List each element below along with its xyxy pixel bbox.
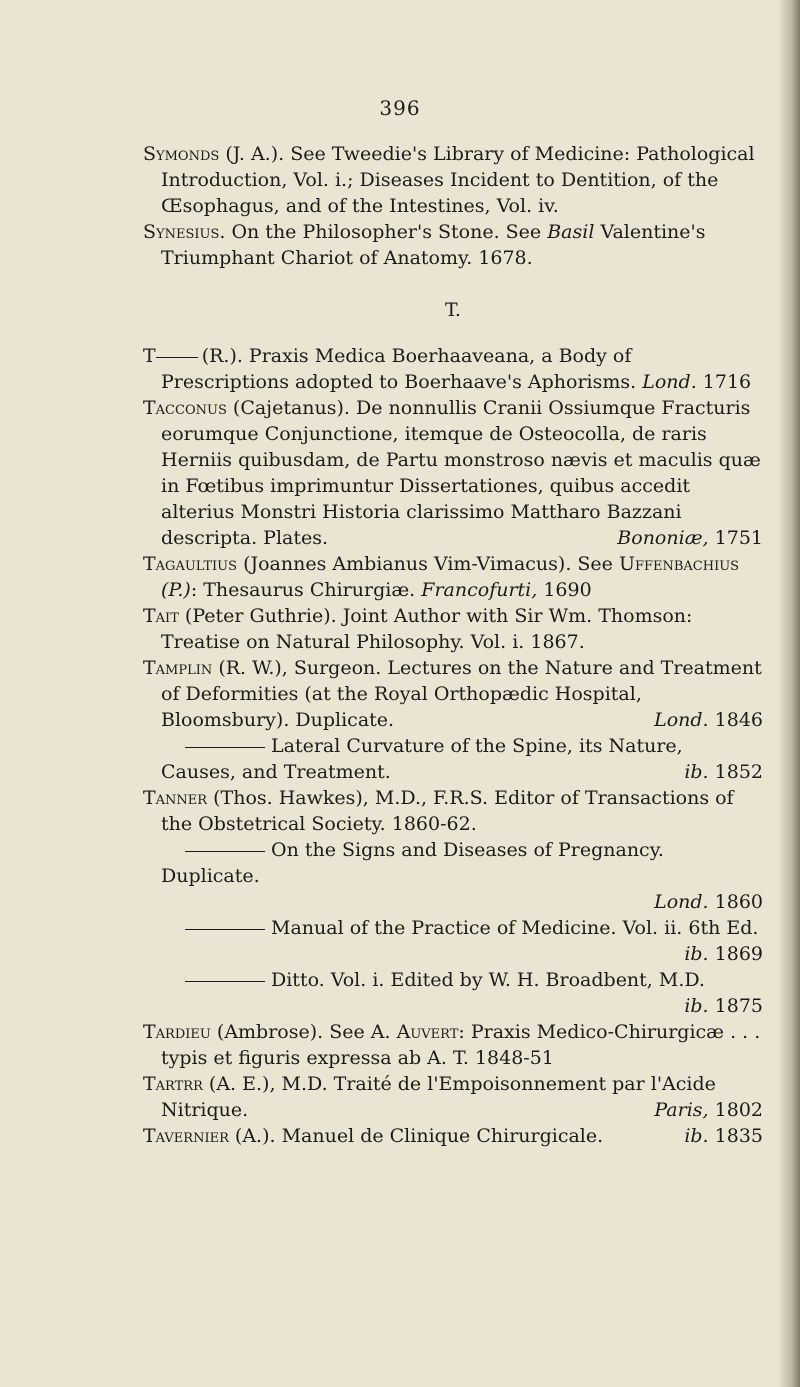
entry-tacconus	[143, 395, 763, 551]
entry-tanner	[143, 785, 763, 837]
entry-author: Tagaultius	[143, 553, 238, 575]
entry-text: Manual of the Practice of Medicine. Vol. ii. 6th Ed.	[271, 917, 759, 939]
entry-tanner-sub	[143, 915, 763, 967]
entry-ref-text: : Thesaurus Chirurgiæ.	[190, 579, 416, 601]
entry-year: 1846	[714, 709, 763, 731]
section-letter: T.	[445, 299, 461, 321]
author-dash	[185, 981, 265, 982]
entry-place: Lond.	[654, 709, 709, 731]
entry-text: (Joannes Ambianus Vim-Vimacus). See	[243, 553, 613, 575]
entry-tait	[143, 603, 763, 655]
entry-text: (A. E.), M.D. Traité de l'Empoisonnement par l'Acide Nitrique.	[161, 1073, 716, 1121]
entry-italic: Basil	[547, 221, 595, 243]
entry-year: 1716	[702, 371, 752, 393]
entry-place: ib.	[684, 1125, 709, 1147]
entry-text: (Ambrose). See A.	[216, 1021, 391, 1043]
entry-author: Tacconus	[143, 397, 227, 419]
entry-tagaultius	[143, 551, 763, 603]
entry-text: (J. A.). See Tweedie's Library of Medicine: Pathological Introduction, Vol. i.; Diseases Incident to Dentition, of the Œsophagus, and of the Intestines, Vol. iv.	[161, 143, 755, 217]
entry-text: (Thos. Hawkes), M.D., F.R.S. Editor of Transactions of the Obstetrical Society. 1860-62.	[161, 787, 734, 835]
entry-year: 1802	[714, 1099, 763, 1121]
entry-year: 1852	[714, 761, 763, 783]
page-edge-shadow	[778, 0, 800, 1387]
entry-ref-text: Praxis Medico-Chirurgicæ . . . typis et figuris expressa ab A. T. 1848-51	[161, 1021, 761, 1069]
entry-place: Lond.	[654, 891, 709, 913]
author-dash	[185, 929, 265, 930]
entry-year: 1875	[714, 995, 763, 1017]
entry-tartrr	[143, 1071, 763, 1123]
entry-symonds	[143, 141, 763, 219]
entry-author: Tartrr	[143, 1073, 203, 1095]
author-dash	[185, 851, 265, 852]
entry-place: Bononiæ,	[617, 527, 709, 549]
entry-text: On the Signs and Diseases of Pregnancy. Duplicate.	[161, 839, 664, 887]
entry-place: Francofurti,	[421, 579, 538, 601]
page-number: 396	[379, 96, 421, 120]
entry-tanner-sub	[143, 837, 763, 915]
entry-author: Tait	[143, 605, 179, 627]
entry-text: Ditto. Vol. i. Edited by W. H. Broadbent, M.D.	[271, 969, 705, 991]
entry-text: Lateral Curvature of the Spine, its Nature, Causes, and Treatment.	[161, 735, 683, 783]
entry-tamplin	[143, 655, 763, 733]
entry-place: ib.	[684, 761, 709, 783]
entry-place: Lond.	[642, 371, 697, 393]
entry-tanner-sub	[143, 967, 763, 1019]
bibliography-entries	[143, 141, 763, 1149]
entry-year: 1751	[714, 527, 763, 549]
entry-year: 1690	[543, 579, 592, 601]
entry-t-r	[143, 343, 763, 395]
entry-text: Valentine's Triumphant Chariot of Anatomy. 1678.	[161, 221, 706, 269]
entry-text: (A.). Manuel de Clinique Chirurgicale.	[234, 1125, 604, 1147]
entry-text: (Cajetanus). De nonnullis Cranii Ossiumque Fracturis eorumque Conjunctione, itemque de Osteocolla, de raris Herniis quibusdam, de Partu monstroso nævis et maculis quæ in Fœtibus imprimuntur Dissertationes, quibus accedit alterius Monstri Historia clarissimo Mattharo Bazzani descripta. Plates.	[161, 397, 761, 549]
entry-text: (R.). Praxis Medica Boerhaaveana, a Body of Prescriptions adopted to Boerhaave's Aphorisms.	[161, 345, 637, 393]
entry-author: Tamplin	[143, 657, 213, 679]
entry-tamplin-sub	[143, 733, 763, 785]
entry-place: ib.	[684, 943, 709, 965]
entry-tavernier	[143, 1123, 763, 1149]
entry-synesius	[143, 219, 763, 271]
entry-place: ib.	[684, 995, 709, 1017]
entry-year: 1835	[714, 1125, 763, 1147]
entry-author: Tanner	[143, 787, 208, 809]
entry-place: Paris,	[654, 1099, 709, 1121]
entry-author: Symonds	[143, 143, 220, 165]
author-dash	[156, 357, 198, 358]
entry-author: Tavernier	[143, 1125, 229, 1147]
entry-tardieu	[143, 1019, 763, 1071]
entry-author: Synesius.	[143, 221, 226, 243]
entry-ref-initial: (P.)	[161, 579, 191, 601]
entry-year: 1869	[714, 943, 763, 965]
entry-year: 1860	[714, 891, 763, 913]
entry-text: On the Philosopher's Stone. See	[231, 221, 542, 243]
entry-text: (R. W.), Surgeon. Lectures on the Nature and Treatment of Deformities (at the Royal Orthopædic Hospital, Bloomsbury). Duplicate.	[161, 657, 762, 731]
entry-text: (Peter Guthrie). Joint Author with Sir Wm. Thomson: Treatise on Natural Philosophy. Vol. i. 1867.	[161, 605, 693, 653]
entry-ref-author: Uffenbachius	[618, 553, 740, 575]
entry-author: Tardieu	[143, 1021, 211, 1043]
entry-author: T	[143, 345, 156, 367]
entry-ref-author: Auvert:	[396, 1021, 465, 1043]
author-dash	[185, 747, 265, 748]
